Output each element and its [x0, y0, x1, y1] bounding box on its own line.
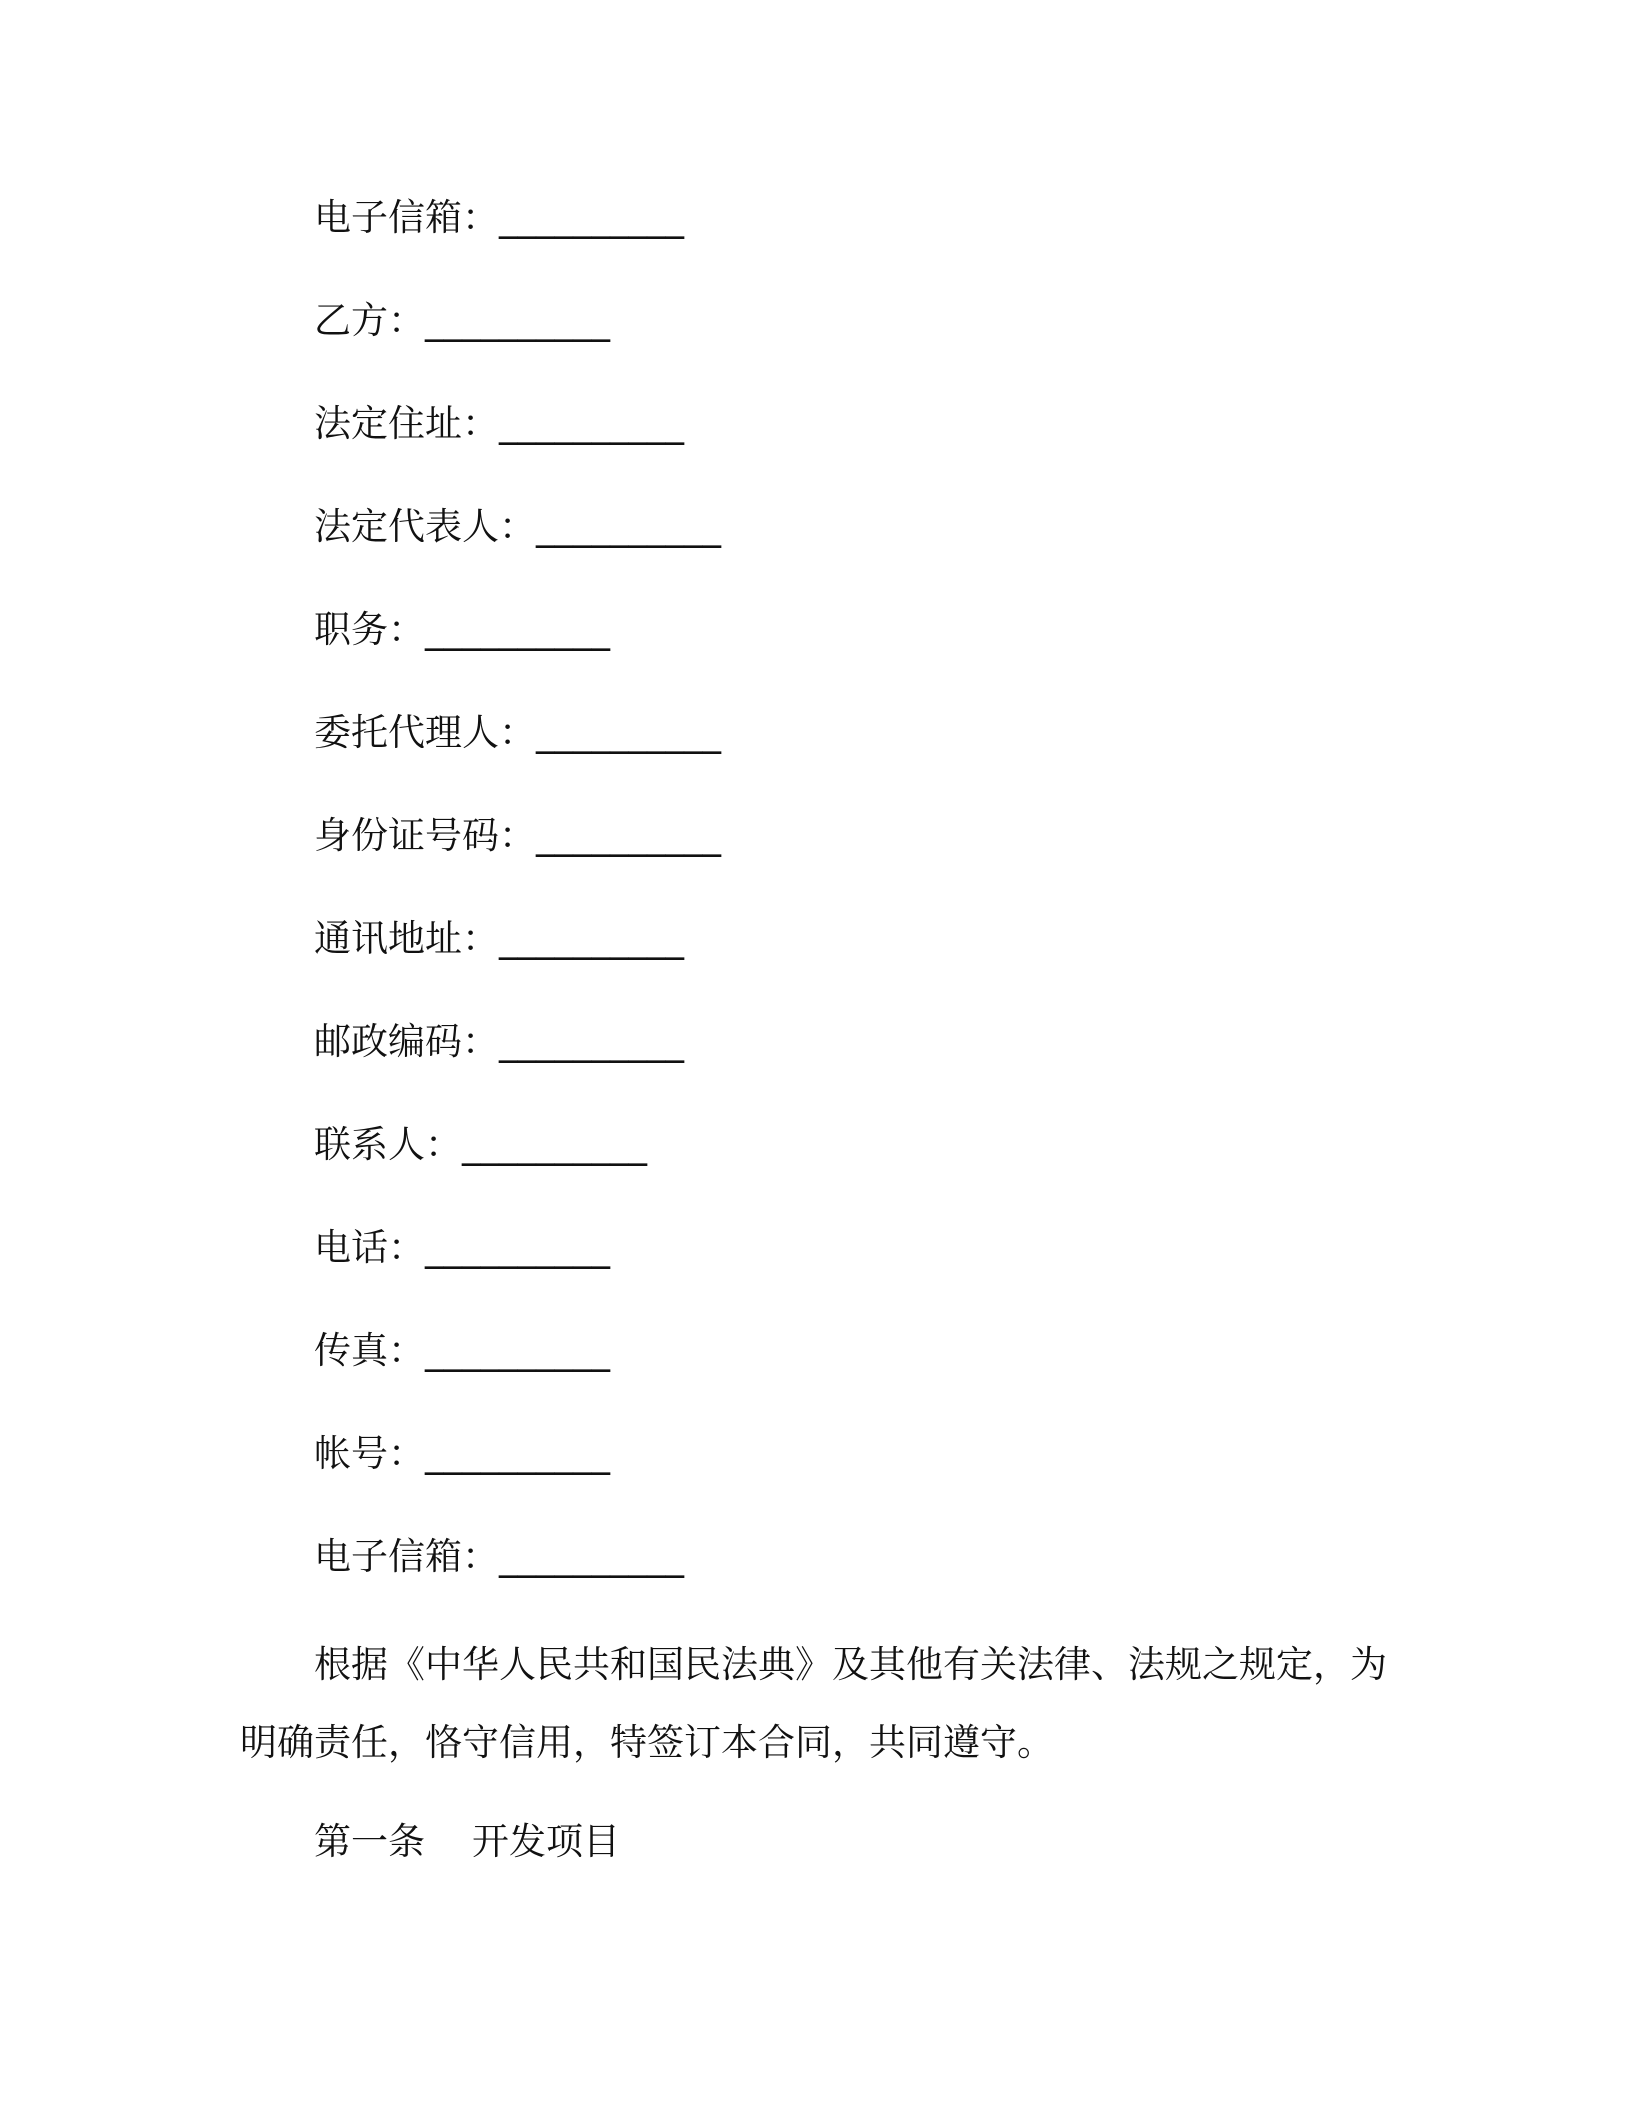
party-b-account-field: 帐号：__________	[314, 1432, 610, 1475]
party-b-id-number-field: 身份证号码：__________	[314, 814, 721, 857]
party-b-phone-field: 电话：__________	[314, 1226, 610, 1269]
party-b-fax-field: 传真：__________	[314, 1329, 610, 1372]
party-b-contact-field: 联系人：__________	[314, 1123, 647, 1166]
party-b-postcode-field: 邮政编码：__________	[314, 1020, 684, 1063]
party-b-name-field: 乙方：__________	[314, 299, 610, 342]
party-b-agent-field: 委托代理人：__________	[314, 711, 721, 754]
party-b-position-field: 职务：__________	[314, 608, 610, 651]
preamble-paragraph: 根据《中华人民共和国民法典》及其他有关法律、法规之规定，为明确责任，恪守信用，特签订本合同，共同遵守。	[240, 1643, 1387, 1764]
article-1-number: 第一条	[314, 1820, 425, 1863]
article-1-title: 开发项目	[472, 1820, 621, 1863]
party-b-address-field: 法定住址：__________	[314, 402, 684, 445]
party-b-email-field: 电子信箱：__________	[314, 1535, 684, 1578]
party-a-email-field: 电子信箱：__________	[314, 196, 684, 239]
party-b-mailing-address-field: 通讯地址：__________	[314, 917, 684, 960]
party-b-legal-rep-field: 法定代表人：__________	[314, 505, 721, 548]
article-1-heading	[314, 1820, 620, 1864]
